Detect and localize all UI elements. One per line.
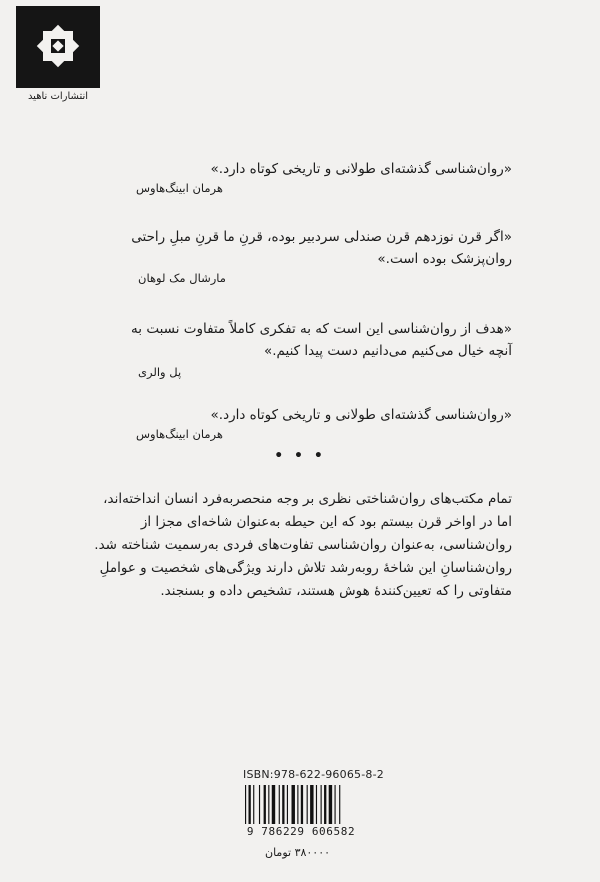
quote-3-line-1: «هدف از روان‌شناسی این است که به تفکری کاملاً متفاوت نسبت به	[131, 321, 512, 337]
barcode-digits: 9 786229 606582	[246, 825, 356, 838]
barcode-icon	[243, 785, 359, 824]
quote-3-author: پل والری	[138, 365, 182, 379]
blurb-line: متفاوتی را که تعیین‌کنندهٔ هوش هستند، تشخیص داده و بسنجند.	[160, 583, 512, 599]
publisher-emblem-icon	[16, 6, 100, 88]
blurb-line: روان‌شناسی، به‌عنوان روان‌شناسی تفاوت‌های فردی به‌رسمیت شناخته شد.	[94, 537, 512, 553]
quote-2-author: مارشال مک لوهان	[138, 271, 226, 285]
blurb-line: روان‌شناسانِ این شاخهٔ روبه‌رشد تلاش دارند ویژگی‌های شخصیت و عواملِ	[99, 560, 512, 576]
quote-2-line-1: «اگر قرن نوزدهم قرن صندلی سردبیر بوده، قرنِ ما قرنِ مبلِ راحتی	[131, 229, 512, 245]
quote-1-text: «روان‌شناسی گذشته‌ای طولانی و تاریخی کوتاه دارد.»	[210, 161, 512, 177]
publisher-logo	[16, 6, 100, 102]
price: ۳۸۰۰۰۰ تومان	[265, 846, 331, 859]
quote-4-author: هرمان ابینگ‌هاوس	[136, 427, 223, 441]
quote-1-author: هرمان ابینگ‌هاوس	[136, 181, 223, 195]
publisher-name: انتشارات ناهید	[27, 91, 89, 102]
quote-2-line-2: روان‌پزشک بوده است.»	[377, 251, 512, 267]
quote-4-text: «روان‌شناسی گذشته‌ای طولانی و تاریخی کوتاه دارد.»	[210, 407, 512, 423]
blurb-paragraph	[89, 488, 512, 603]
blurb-line: تمام مکتب‌های روان‌شناختی نظری بر وجه منحصربه‌فرد انسان انداخته‌اند،	[103, 491, 512, 507]
section-separator: • • •	[274, 448, 326, 464]
blurb-line: اما در اواخر قرن بیستم بود که این حیطه به‌عنوان شاخه‌ای مجزا از	[140, 514, 512, 530]
quote-3-line-2: آنچه خیال می‌کنیم می‌دانیم دست پیدا کنیم.»	[263, 343, 512, 359]
isbn: ISBN:978-622-96065-8-2	[243, 768, 384, 781]
